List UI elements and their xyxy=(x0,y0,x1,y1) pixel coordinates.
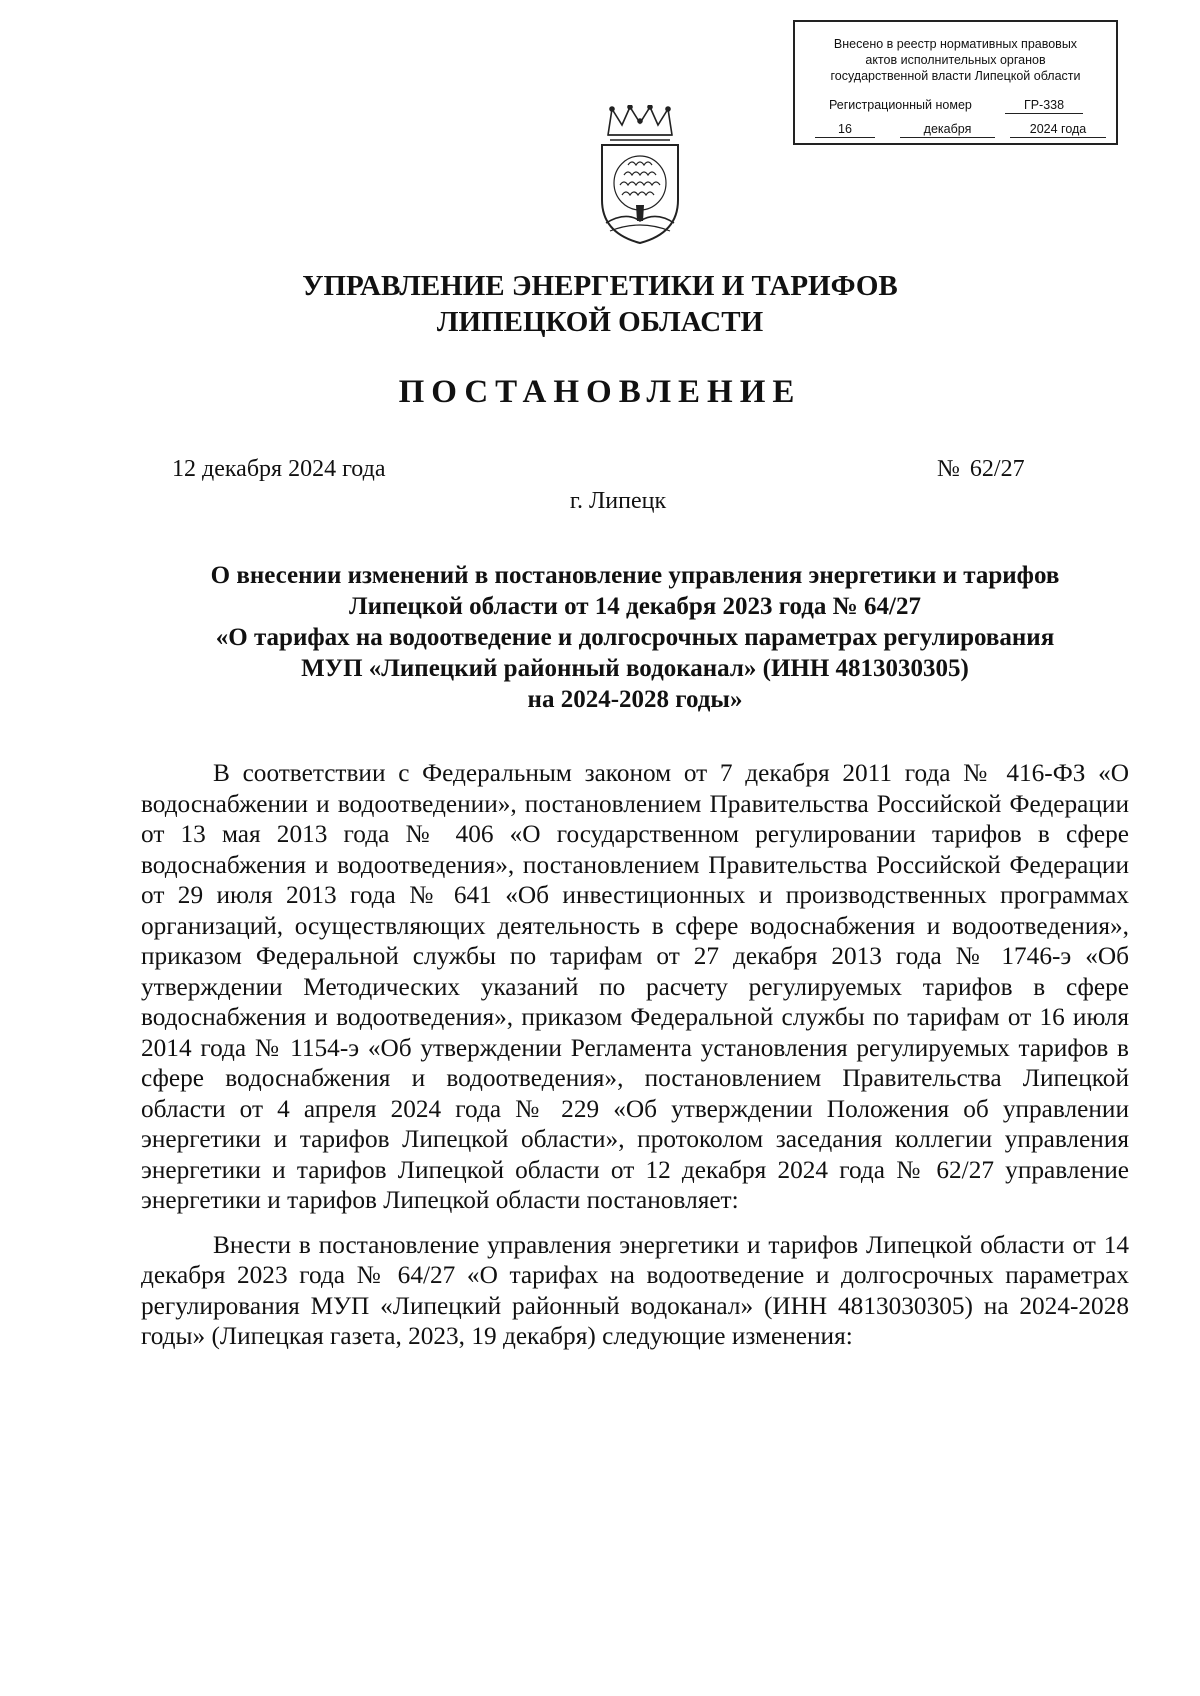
organization-name-line-2: ЛИПЕЦКОЙ ОБЛАСТИ xyxy=(436,306,764,338)
stamp-registration-label: Регистрационный номер xyxy=(829,98,972,112)
stamp-line-3: государственной власти Липецкой области xyxy=(830,69,1081,83)
document-title-line-1: О внесении изменений в постановление управления энергетики и тарифов xyxy=(210,562,1060,589)
document-title-line-2: Липецкой области от 14 декабря 2023 года № 64/27 xyxy=(349,593,921,620)
document-number: № 62/27 xyxy=(937,456,1025,482)
document-title-line-3: «О тарифах на водоотведение и долгосрочных параметрах регулирования xyxy=(215,624,1055,651)
stamp-line-1: Внесено в реестр нормативных правовых xyxy=(833,37,1078,51)
organization-name xyxy=(0,268,1200,340)
stamp-registration-row xyxy=(795,97,1116,115)
document-city: г. Липецк xyxy=(569,488,667,514)
organization-name-line-1: УПРАВЛЕНИЕ ЭНЕРГЕТИКИ И ТАРИФОВ xyxy=(302,270,898,302)
document-date: 12 декабря 2024 года xyxy=(172,456,386,482)
document-body xyxy=(141,758,1129,1352)
body-paragraph-resolution: Внести в постановление управления энергетики и тарифов Липецкой области от 14 декабря 2023 года № 64/27 «О тарифах на водоотведение и долгосрочных параметрах регулирования МУП «Липецкий районный водоканал» (ИНН 4813030305) на 2024-2028 годы» (Липецкая газета, 2023, 19 декабря) следующие изменения: xyxy=(141,1230,1129,1350)
body-paragraph-preamble: В соответствии с Федеральным законом от 7 декабря 2011 года № 416-ФЗ «О водоснабжении и водоотведении», постановлением Правительства Российской Федерации от 13 мая 2013 года № 406 «О государственном регулировании тарифов в сфере водоснабжения и водоотведения», постановлением Правительства Российской Федерации от 29 июля 2013 года № 641 «Об инвестиционных и производственных программах организаций, осуществляющих деятельность в сфере водоснабжения и водоотведения», приказом Федеральной службы по тарифам от 27 декабря 2013 года № 1746-э «Об утверждении Методических указаний по расчету регулируемых тарифов в сфере водоснабжения и водоотведения», приказом Федеральной службы по тарифам от 16 июля 2014 года № 1154-э «Об утверждении Регламента установления регулируемых тарифов в сфере водоснабжения и водоотведения», постановлением Правительства Липецкой области от 4 апреля 2024 года № 229 «Об утверждении Положения об управлении энергетики и тарифов Липецкой области», протоколом заседания коллегии управления энергетики и тарифов Липецкой области от 12 декабря 2024 года № 62/27 управление энергетики и тарифов Липецкой области постановляет: xyxy=(141,759,1129,1214)
stamp-date-day: 16 xyxy=(815,121,875,138)
stamp-date-month: декабря xyxy=(900,121,995,138)
stamp-line-2: актов исполнительных органов xyxy=(865,53,1046,67)
stamp-registration-number: ГР-338 xyxy=(1005,97,1083,114)
document-title-line-5: на 2024-2028 годы» xyxy=(527,686,743,713)
stamp-date-row xyxy=(795,121,1116,139)
lipetsk-coat-of-arms-icon xyxy=(596,105,684,245)
document-title-line-4: МУП «Липецкий районный водоканал» (ИНН 4813030305) xyxy=(301,655,969,682)
stamp-date-year: 2024 года xyxy=(1010,121,1106,138)
document-title xyxy=(140,560,1130,715)
document-type: ПОСТАНОВЛЕНИЕ xyxy=(398,374,802,410)
registry-stamp xyxy=(793,20,1118,145)
